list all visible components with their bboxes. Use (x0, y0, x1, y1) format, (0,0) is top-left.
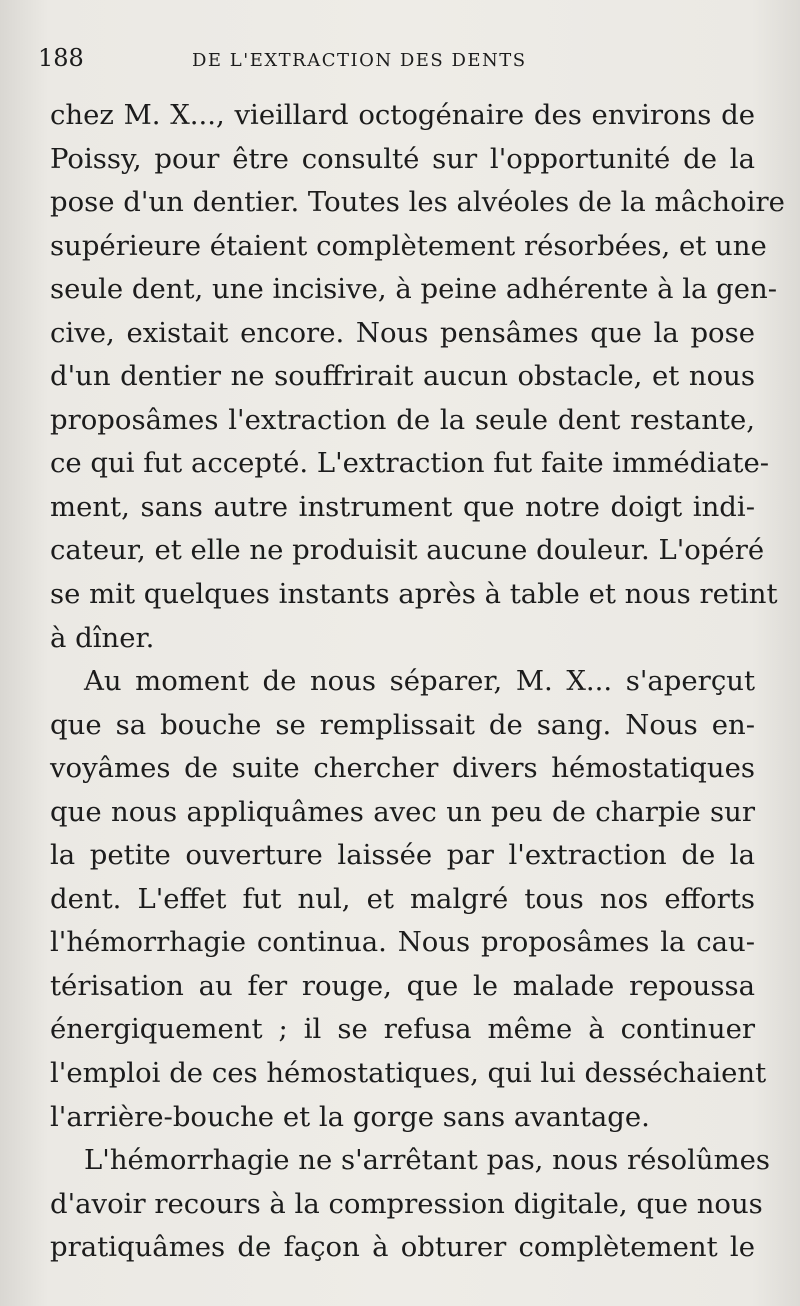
text-line: Au moment de nous séparer, M. X... s'aperçut (84, 665, 755, 698)
text-line: dent. L'effet fut nul, et malgré tous nos efforts (50, 882, 755, 915)
text-line: cive, existait encore. Nous pensâmes que la pose (50, 316, 755, 349)
text-line: chez M. X..., vieillard octogénaire des environs de (50, 99, 755, 131)
text-line: que sa bouche se remplissait de sang. Nous en- (50, 708, 755, 741)
text-line: l'hémorrhagie continua. Nous proposâmes la cau- (50, 926, 755, 959)
text-line: que nous appliquâmes avec un peu de charpie sur (50, 795, 755, 828)
text-line: seule dent, une incisive, à peine adhérente à la gen- (50, 273, 778, 306)
text-line: l'emploi de ces hémostatiques, qui lui desséchaient (50, 1057, 767, 1090)
page-number: 188 (38, 44, 84, 72)
text-line: ce qui fut accepté. L'extraction fut faite immédiate- (50, 447, 770, 480)
text-line: supérieure étaient complètement résorbées, et une (50, 229, 767, 262)
body-text (50, 94, 785, 1270)
text-line: l'arrière-bouche et la gorge sans avantage. (50, 1100, 650, 1133)
text-line: Poissy, pour être consulté sur l'opportunité de la (50, 142, 755, 175)
text-line: voyâmes de suite chercher divers hémostatiques (50, 752, 755, 785)
text-line: L'hémorrhagie ne s'arrêtant pas, nous résolûmes (84, 1144, 771, 1177)
text-line: la petite ouverture laissée par l'extraction de la (50, 839, 755, 872)
text-line: térisation au fer rouge, que le malade repoussa (50, 969, 755, 1002)
text-line: d'un dentier ne souffrirait aucun obstacle, et nous (50, 360, 755, 393)
running-title: DE L'EXTRACTION DES DENTS (192, 50, 527, 71)
text-line: pose d'un dentier. Toutes les alvéoles de la mâchoire (50, 186, 785, 219)
text-line: à dîner. (50, 621, 155, 654)
text-line: proposâmes l'extraction de la seule dent restante, (50, 403, 755, 436)
paragraph-2 (50, 660, 767, 1139)
text-line: cateur, et elle ne produisit aucune douleur. L'opéré (50, 534, 765, 567)
page-header (38, 44, 760, 78)
paragraph-3 (50, 1139, 771, 1270)
text-line: énergiquement ; il se refusa même à continuer (50, 1013, 755, 1046)
paragraph-1 (50, 94, 785, 660)
text-line: se mit quelques instants après à table et nous retint (50, 578, 778, 611)
text-line: pratiquâmes de façon à obturer complètement le (50, 1231, 755, 1264)
text-line: ment, sans autre instrument que notre doigt indi- (50, 490, 755, 523)
text-line: d'avoir recours à la compression digitale, que nous (50, 1187, 763, 1220)
